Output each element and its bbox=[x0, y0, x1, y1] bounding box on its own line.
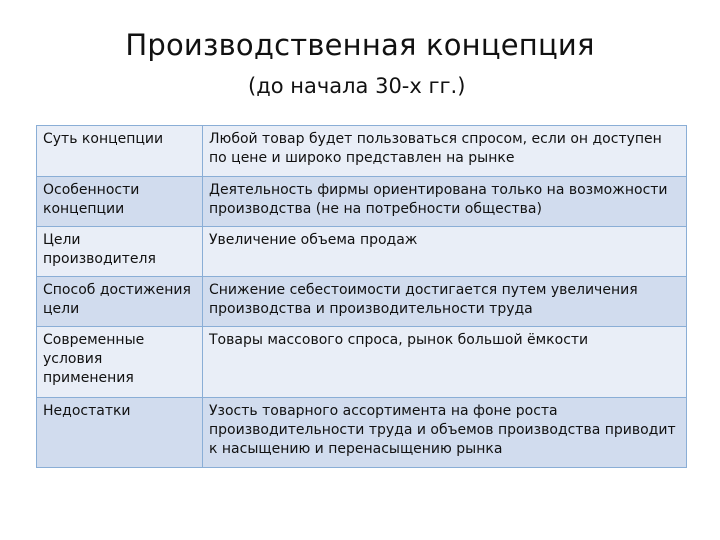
table-row bbox=[37, 126, 687, 177]
row-value-features: Деятельность фирмы ориентирована только на возможности производства (не на потребности общества) bbox=[203, 177, 687, 227]
row-value-conditions: Товары массового спроса, рынок большой ёмкости bbox=[203, 327, 687, 398]
row-value-drawbacks: Узость товарного ассортимента на фоне роста производительности труда и объемов производства приводит к насыщению и перенасыщению рынка bbox=[203, 398, 687, 468]
row-label-goals: Цели производителя bbox=[37, 227, 203, 277]
row-value-essence: Любой товар будет пользоваться спросом, если он доступен по цене и широко представлен на рынке bbox=[203, 126, 687, 177]
table-row bbox=[37, 327, 687, 398]
row-label-conditions: Современные условия применения bbox=[37, 327, 203, 398]
slide-subtitle: (до начала 30-х гг.) bbox=[248, 74, 466, 98]
row-value-method: Снижение себестоимости достигается путем увеличения производства и производительности труда bbox=[203, 277, 687, 327]
concept-table bbox=[36, 125, 687, 468]
table-row bbox=[37, 227, 687, 277]
table-row bbox=[37, 177, 687, 227]
row-label-features: Особенности концепции bbox=[37, 177, 203, 227]
row-value-goals: Увеличение объема продаж bbox=[203, 227, 687, 277]
row-label-drawbacks: Недостатки bbox=[37, 398, 203, 468]
slide-title: Производственная концепция bbox=[125, 28, 595, 62]
row-label-essence: Суть концепции bbox=[37, 126, 203, 177]
row-label-method: Способ достижения цели bbox=[37, 277, 203, 327]
table-row bbox=[37, 277, 687, 327]
table-row bbox=[37, 398, 687, 468]
